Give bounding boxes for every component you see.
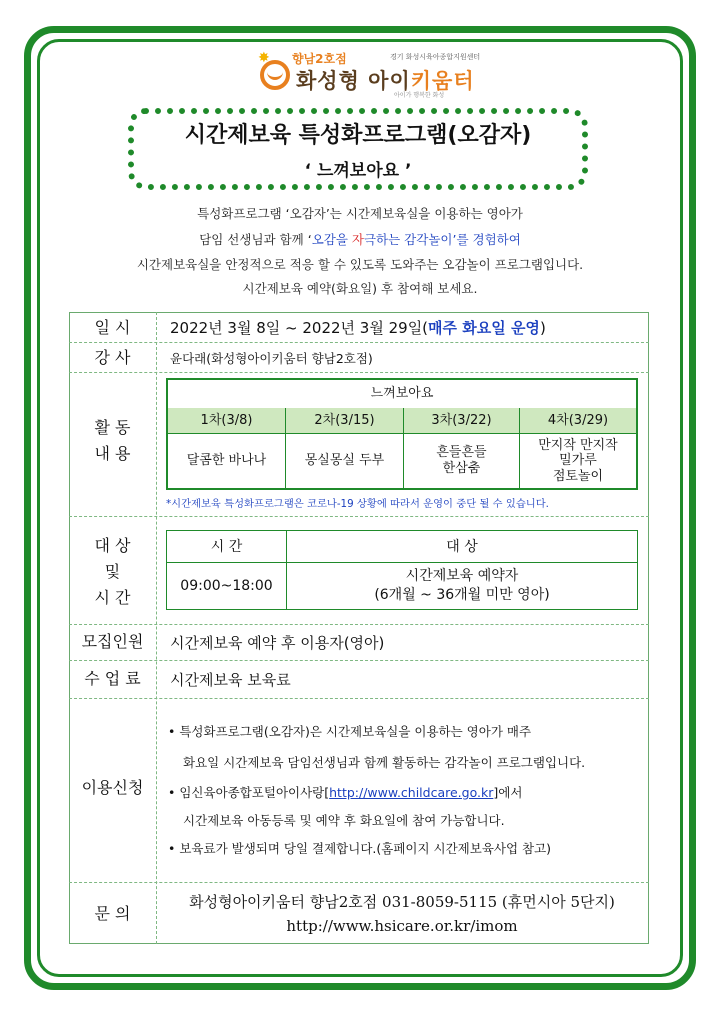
intro-line-1: 특성화프로그램 ‘오감자’는 시간제보육실을 이용하는 영아가 — [197, 206, 523, 221]
apply-line-2: 화요일 시간제보육 담임선생님과 함께 활동하는 감각놀이 프로그램입니다. — [183, 755, 586, 770]
row-divider — [69, 516, 649, 517]
apply-line-1: • 특성화프로그램(오감자)은 시간제보육실을 이용하는 영아가 매주 — [168, 724, 532, 739]
logo-name-a: 화성형 아이 — [296, 69, 411, 93]
fee-value: 시간제보육 보육료 — [170, 671, 291, 689]
date-highlight: 매주 화요일 운영 — [428, 319, 540, 337]
session-body: 만지작 만지작 밀가루 점토놀이 — [538, 437, 618, 484]
recruit-label: 모집인원 — [81, 632, 144, 651]
intro-line-2-pre: 담임 선생님과 함께 ‘ — [199, 232, 312, 247]
intro-line-4: 시간제보육 예약(화요일) 후 참여해 보세요. — [242, 281, 478, 296]
time-value: 09:00~18:00 — [167, 563, 287, 609]
apply-label: 이용신청 — [81, 778, 144, 797]
activity-note: *시간제보육 특성화프로그램은 코로나-19 상황에 따라서 운영이 중단 될 수 있습니다. — [166, 498, 549, 510]
teacher-value: 윤다래(화성형아이키움터 향남2호점) — [170, 351, 373, 366]
page-title: 시간제보육 특성화프로그램(오감자) — [184, 123, 532, 148]
row-divider — [69, 882, 649, 883]
date-close: ) — [539, 319, 546, 337]
time-head: 시 간 — [167, 531, 287, 563]
logo-branch: 향남2호점 — [292, 52, 347, 66]
apply-line-3-pre: • 임신육아종합포털아이사랑[ — [168, 785, 330, 800]
logo-sub: 아이가 행복한 화성 — [394, 92, 445, 99]
star-icon: ✸ — [258, 50, 270, 66]
target-label-2: 및 — [104, 562, 121, 581]
teacher-label: 강 사 — [94, 348, 131, 367]
activity-label-2: 내 용 — [94, 444, 131, 463]
page-subtitle: ‘ 느껴보아요 ’ — [304, 161, 412, 181]
logo — [258, 50, 488, 98]
fee-label: 수 업 료 — [84, 669, 141, 688]
row-divider — [69, 660, 649, 661]
intro-line-2-o: 오 — [311, 232, 324, 247]
activity-label-1: 활 동 — [94, 418, 131, 437]
apply-line-3-post: ]에서 — [493, 785, 523, 800]
session-body: 달콤한 바나나 — [168, 434, 286, 488]
session-head: 1차(3/8) — [168, 408, 286, 434]
activity-table — [166, 378, 638, 490]
target-label-1: 대 상 — [94, 536, 131, 555]
intro-line-2-mid: 감을 — [323, 232, 352, 247]
target-value: 시간제보육 예약자 (6개월 ~ 36개월 미만 영아) — [374, 568, 550, 603]
apply-line-3 — [168, 783, 522, 801]
childcare-link[interactable]: http://www.childcare.go.kr — [329, 785, 494, 800]
intro-line-2-post: 극하는 감각놀이’를 경험하여 — [363, 232, 521, 247]
contact-label: 문 의 — [94, 904, 131, 923]
intro-line-3: 시간제보육실을 안정적으로 적응 할 수 있도록 도와주는 오감놀이 프로그램입니다. — [136, 257, 584, 272]
apply-line-4: 시간제보육 아동등록 및 예약 후 화요일에 참여 가능합니다. — [183, 813, 505, 828]
logo-name-b: 키움터 — [410, 69, 475, 93]
row-divider — [69, 342, 649, 343]
session-head: 4차(3/29) — [520, 408, 636, 434]
contact-url[interactable]: http://www.hsicare.or.kr/imom — [286, 917, 518, 935]
session-body: 흔들흔들 한삼춤 — [404, 434, 520, 488]
table-divider — [156, 312, 157, 944]
target-label-3: 시 간 — [94, 588, 131, 607]
date-text: 2022년 3월 8일 ~ 2022년 3월 29일( — [170, 319, 429, 337]
row-divider — [69, 372, 649, 373]
apply-line-5: • 보육료가 발생되며 당일 결제합니다.(홈페이지 시간제보육사업 참고) — [168, 841, 552, 856]
date-value — [170, 317, 546, 338]
contact-line-1: 화성형아이키움터 향남2호점 031-8059-5115 (휴먼시아 5단지) — [189, 893, 615, 911]
intro-line-2-ja: 자 — [351, 232, 364, 247]
row-divider — [69, 624, 649, 625]
logo-name — [296, 65, 475, 95]
session-head: 2차(3/15) — [286, 408, 404, 434]
intro-line-2 — [60, 230, 660, 248]
session-head: 3차(3/22) — [404, 408, 520, 434]
activity-title: 느껴보아요 — [168, 380, 636, 409]
row-divider — [69, 698, 649, 699]
target-head: 대 상 — [287, 531, 637, 563]
logo-org: 경기 화성시육아종합지원센터 — [390, 53, 481, 61]
schedule-table — [166, 530, 638, 610]
session-body: 몽실몽실 두부 — [286, 434, 404, 488]
recruit-value: 시간제보육 예약 후 이용자(영아) — [170, 634, 385, 652]
date-label: 일 시 — [94, 318, 131, 337]
